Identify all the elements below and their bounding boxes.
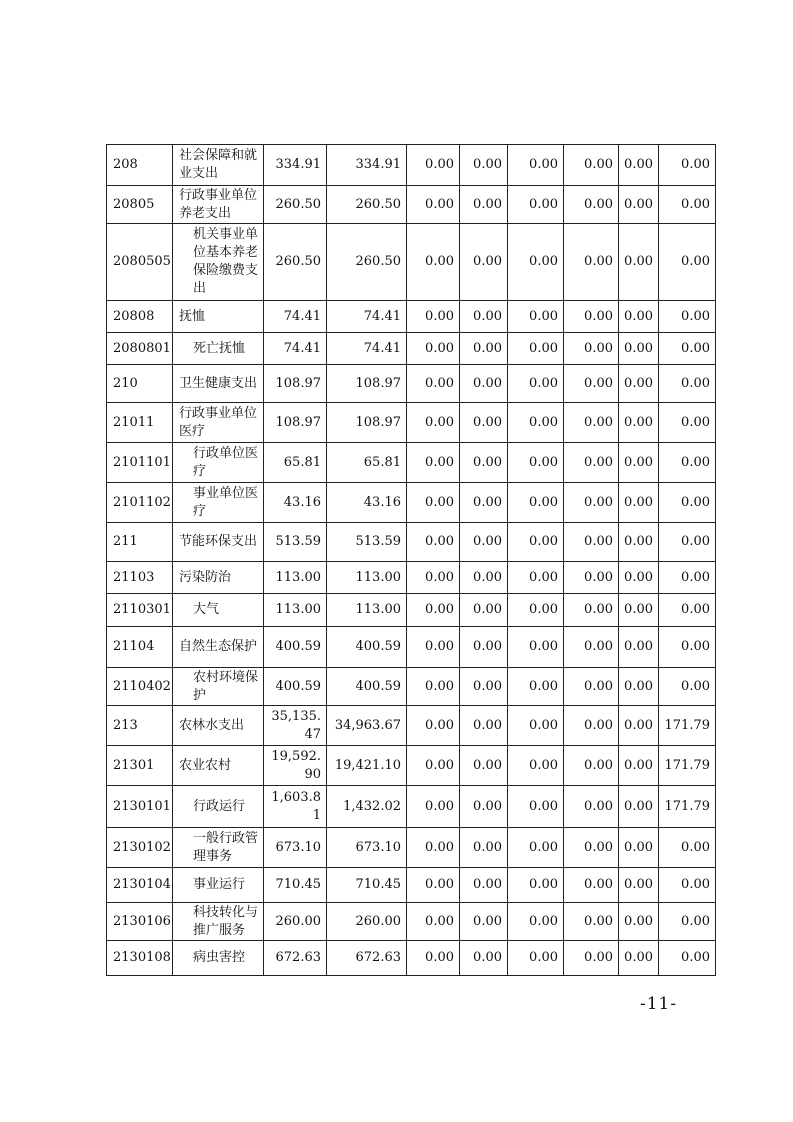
row-value: 672.63 <box>327 941 407 976</box>
row-value: 673.10 <box>264 828 327 868</box>
row-value: 0.00 <box>564 828 619 868</box>
row-value: 710.45 <box>327 868 407 903</box>
row-name: 卫生健康支出 <box>173 365 264 403</box>
table-row <box>107 145 716 186</box>
row-code: 208 <box>107 145 173 186</box>
row-code: 2080505 <box>107 224 173 301</box>
row-value: 0.00 <box>619 903 659 941</box>
row-value: 0.00 <box>619 941 659 976</box>
row-value: 0.00 <box>460 746 508 786</box>
table-row <box>107 903 716 941</box>
table-row <box>107 706 716 746</box>
row-value: 0.00 <box>619 828 659 868</box>
row-value: 0.00 <box>619 594 659 627</box>
row-value: 0.00 <box>564 941 619 976</box>
row-value: 0.00 <box>564 668 619 706</box>
table-row <box>107 594 716 627</box>
row-value: 0.00 <box>407 668 460 706</box>
row-value: 0.00 <box>508 483 564 523</box>
row-value: 0.00 <box>659 868 716 903</box>
row-code: 2130106 <box>107 903 173 941</box>
row-code: 2101102 <box>107 483 173 523</box>
row-value: 108.97 <box>264 403 327 443</box>
table-row <box>107 301 716 333</box>
row-value: 0.00 <box>619 786 659 828</box>
row-value: 0.00 <box>407 224 460 301</box>
row-name: 死亡抚恤 <box>173 333 264 365</box>
row-value: 0.00 <box>564 443 619 483</box>
row-value: 0.00 <box>619 523 659 562</box>
row-value: 0.00 <box>659 186 716 224</box>
row-name: 大气 <box>173 594 264 627</box>
row-code: 20808 <box>107 301 173 333</box>
page-number: -11- <box>640 994 678 1014</box>
row-value: 0.00 <box>508 706 564 746</box>
table-row <box>107 403 716 443</box>
table-row <box>107 523 716 562</box>
row-code: 211 <box>107 523 173 562</box>
row-value: 513.59 <box>264 523 327 562</box>
row-value: 0.00 <box>619 186 659 224</box>
row-name: 自然生态保护 <box>173 627 264 668</box>
row-value: 0.00 <box>407 786 460 828</box>
row-value: 400.59 <box>264 668 327 706</box>
row-value: 0.00 <box>407 828 460 868</box>
row-value: 0.00 <box>407 594 460 627</box>
row-value: 0.00 <box>460 365 508 403</box>
row-name: 事业运行 <box>173 868 264 903</box>
row-value: 0.00 <box>407 301 460 333</box>
row-name: 抚恤 <box>173 301 264 333</box>
row-code: 2080801 <box>107 333 173 365</box>
row-value: 108.97 <box>327 403 407 443</box>
table-row <box>107 868 716 903</box>
row-value: 19,592.90 <box>264 746 327 786</box>
row-value: 0.00 <box>619 443 659 483</box>
row-code: 2130101 <box>107 786 173 828</box>
row-value: 0.00 <box>564 706 619 746</box>
row-value: 0.00 <box>564 523 619 562</box>
row-value: 108.97 <box>264 365 327 403</box>
row-code: 2110402 <box>107 668 173 706</box>
row-value: 0.00 <box>619 145 659 186</box>
row-name: 农林水支出 <box>173 706 264 746</box>
row-value: 65.81 <box>264 443 327 483</box>
row-name: 机关事业单位基本养老保险缴费支出 <box>173 224 264 301</box>
row-value: 0.00 <box>564 868 619 903</box>
row-value: 0.00 <box>407 483 460 523</box>
row-value: 0.00 <box>619 483 659 523</box>
row-value: 672.63 <box>264 941 327 976</box>
row-name: 社会保障和就业支出 <box>173 145 264 186</box>
row-value: 334.91 <box>264 145 327 186</box>
row-value: 0.00 <box>619 668 659 706</box>
row-value: 113.00 <box>327 594 407 627</box>
row-value: 0.00 <box>407 627 460 668</box>
row-value: 0.00 <box>564 333 619 365</box>
row-code: 2130108 <box>107 941 173 976</box>
row-value: 0.00 <box>460 868 508 903</box>
row-value: 0.00 <box>659 224 716 301</box>
table-body <box>107 145 716 976</box>
row-value: 0.00 <box>460 706 508 746</box>
row-value: 113.00 <box>327 562 407 594</box>
row-value: 0.00 <box>460 483 508 523</box>
row-value: 0.00 <box>460 562 508 594</box>
row-code: 213 <box>107 706 173 746</box>
row-value: 710.45 <box>264 868 327 903</box>
row-value: 1,432.02 <box>327 786 407 828</box>
table-row <box>107 828 716 868</box>
table-row <box>107 786 716 828</box>
row-value: 113.00 <box>264 594 327 627</box>
row-name: 事业单位医疗 <box>173 483 264 523</box>
row-value: 0.00 <box>508 365 564 403</box>
row-value: 260.50 <box>264 224 327 301</box>
row-value: 0.00 <box>564 365 619 403</box>
table-row <box>107 333 716 365</box>
row-value: 0.00 <box>508 443 564 483</box>
row-name: 科技转化与推广服务 <box>173 903 264 941</box>
row-value: 0.00 <box>564 562 619 594</box>
row-value: 0.00 <box>619 746 659 786</box>
row-value: 0.00 <box>659 301 716 333</box>
row-value: 65.81 <box>327 443 407 483</box>
row-value: 0.00 <box>564 224 619 301</box>
row-value: 0.00 <box>564 594 619 627</box>
row-value: 0.00 <box>508 186 564 224</box>
row-value: 74.41 <box>327 333 407 365</box>
row-value: 0.00 <box>460 828 508 868</box>
row-value: 0.00 <box>508 903 564 941</box>
row-value: 0.00 <box>619 706 659 746</box>
row-name: 污染防治 <box>173 562 264 594</box>
row-value: 0.00 <box>564 786 619 828</box>
row-value: 0.00 <box>659 594 716 627</box>
row-value: 0.00 <box>508 786 564 828</box>
table-row <box>107 483 716 523</box>
row-value: 0.00 <box>619 403 659 443</box>
row-value: 0.00 <box>508 224 564 301</box>
row-code: 2130102 <box>107 828 173 868</box>
row-code: 20805 <box>107 186 173 224</box>
row-value: 0.00 <box>508 562 564 594</box>
row-code: 2110301 <box>107 594 173 627</box>
row-value: 0.00 <box>619 562 659 594</box>
row-value: 0.00 <box>407 868 460 903</box>
table-row <box>107 941 716 976</box>
row-code: 2101101 <box>107 443 173 483</box>
row-value: 0.00 <box>460 301 508 333</box>
row-value: 74.41 <box>264 333 327 365</box>
row-value: 0.00 <box>460 668 508 706</box>
row-value: 0.00 <box>508 828 564 868</box>
row-value: 260.50 <box>327 186 407 224</box>
row-value: 0.00 <box>659 941 716 976</box>
row-value: 0.00 <box>460 786 508 828</box>
row-value: 0.00 <box>508 668 564 706</box>
row-name: 行政单位医疗 <box>173 443 264 483</box>
row-name: 行政事业单位养老支出 <box>173 186 264 224</box>
row-value: 0.00 <box>619 301 659 333</box>
row-value: 0.00 <box>407 903 460 941</box>
row-value: 171.79 <box>659 706 716 746</box>
row-name: 病虫害控 <box>173 941 264 976</box>
row-name: 一般行政管理事务 <box>173 828 264 868</box>
row-name: 行政运行 <box>173 786 264 828</box>
row-value: 260.50 <box>327 224 407 301</box>
row-value: 0.00 <box>508 145 564 186</box>
row-value: 0.00 <box>508 594 564 627</box>
row-value: 0.00 <box>508 403 564 443</box>
row-code: 2130104 <box>107 868 173 903</box>
row-value: 260.50 <box>264 186 327 224</box>
table-row <box>107 668 716 706</box>
row-value: 0.00 <box>564 403 619 443</box>
row-value: 0.00 <box>460 594 508 627</box>
row-value: 0.00 <box>460 145 508 186</box>
row-value: 0.00 <box>460 523 508 562</box>
row-value: 0.00 <box>508 333 564 365</box>
row-value: 0.00 <box>619 868 659 903</box>
row-value: 0.00 <box>460 224 508 301</box>
row-value: 260.00 <box>264 903 327 941</box>
row-value: 0.00 <box>407 941 460 976</box>
row-value: 0.00 <box>407 333 460 365</box>
row-value: 0.00 <box>508 301 564 333</box>
row-value: 0.00 <box>564 903 619 941</box>
row-value: 400.59 <box>327 668 407 706</box>
row-value: 0.00 <box>619 333 659 365</box>
table-row <box>107 224 716 301</box>
row-value: 0.00 <box>564 301 619 333</box>
row-value: 19,421.10 <box>327 746 407 786</box>
row-name: 农业农村 <box>173 746 264 786</box>
row-name: 节能环保支出 <box>173 523 264 562</box>
row-value: 43.16 <box>264 483 327 523</box>
row-value: 260.00 <box>327 903 407 941</box>
row-value: 0.00 <box>460 186 508 224</box>
row-value: 0.00 <box>659 828 716 868</box>
row-value: 0.00 <box>407 403 460 443</box>
row-value: 400.59 <box>264 627 327 668</box>
row-code: 21011 <box>107 403 173 443</box>
row-code: 21301 <box>107 746 173 786</box>
row-value: 0.00 <box>659 523 716 562</box>
table-row <box>107 186 716 224</box>
table-row <box>107 443 716 483</box>
row-value: 74.41 <box>327 301 407 333</box>
row-value: 513.59 <box>327 523 407 562</box>
row-value: 0.00 <box>407 706 460 746</box>
row-value: 0.00 <box>508 941 564 976</box>
row-name: 农村环境保护 <box>173 668 264 706</box>
row-value: 43.16 <box>327 483 407 523</box>
row-value: 400.59 <box>327 627 407 668</box>
row-value: 0.00 <box>407 562 460 594</box>
row-value: 0.00 <box>659 483 716 523</box>
row-name: 行政事业单位医疗 <box>173 403 264 443</box>
row-value: 171.79 <box>659 786 716 828</box>
row-value: 0.00 <box>460 627 508 668</box>
row-value: 0.00 <box>460 903 508 941</box>
row-value: 108.97 <box>327 365 407 403</box>
row-value: 0.00 <box>659 403 716 443</box>
row-value: 0.00 <box>460 403 508 443</box>
row-value: 0.00 <box>659 333 716 365</box>
row-value: 0.00 <box>508 746 564 786</box>
row-value: 0.00 <box>407 145 460 186</box>
row-value: 171.79 <box>659 746 716 786</box>
row-value: 0.00 <box>407 365 460 403</box>
table-row <box>107 562 716 594</box>
row-value: 0.00 <box>508 868 564 903</box>
row-value: 0.00 <box>407 186 460 224</box>
row-code: 21103 <box>107 562 173 594</box>
row-value: 0.00 <box>564 483 619 523</box>
table-row <box>107 746 716 786</box>
row-value: 0.00 <box>659 903 716 941</box>
row-code: 21104 <box>107 627 173 668</box>
row-value: 34,963.67 <box>327 706 407 746</box>
row-value: 0.00 <box>659 562 716 594</box>
row-value: 1,603.81 <box>264 786 327 828</box>
row-value: 113.00 <box>264 562 327 594</box>
row-value: 0.00 <box>619 627 659 668</box>
row-value: 74.41 <box>264 301 327 333</box>
row-value: 35,135.47 <box>264 706 327 746</box>
row-value: 0.00 <box>460 443 508 483</box>
row-value: 0.00 <box>659 365 716 403</box>
row-value: 673.10 <box>327 828 407 868</box>
table-row <box>107 627 716 668</box>
row-code: 210 <box>107 365 173 403</box>
row-value: 334.91 <box>327 145 407 186</box>
row-value: 0.00 <box>407 443 460 483</box>
row-value: 0.00 <box>564 627 619 668</box>
row-value: 0.00 <box>508 627 564 668</box>
row-value: 0.00 <box>564 145 619 186</box>
table-row <box>107 365 716 403</box>
row-value: 0.00 <box>564 186 619 224</box>
row-value: 0.00 <box>619 224 659 301</box>
row-value: 0.00 <box>659 145 716 186</box>
row-value: 0.00 <box>460 941 508 976</box>
row-value: 0.00 <box>564 746 619 786</box>
row-value: 0.00 <box>407 746 460 786</box>
row-value: 0.00 <box>508 523 564 562</box>
row-value: 0.00 <box>619 365 659 403</box>
row-value: 0.00 <box>407 523 460 562</box>
row-value: 0.00 <box>659 627 716 668</box>
row-value: 0.00 <box>659 668 716 706</box>
budget-table <box>106 144 716 976</box>
row-value: 0.00 <box>659 443 716 483</box>
row-value: 0.00 <box>460 333 508 365</box>
